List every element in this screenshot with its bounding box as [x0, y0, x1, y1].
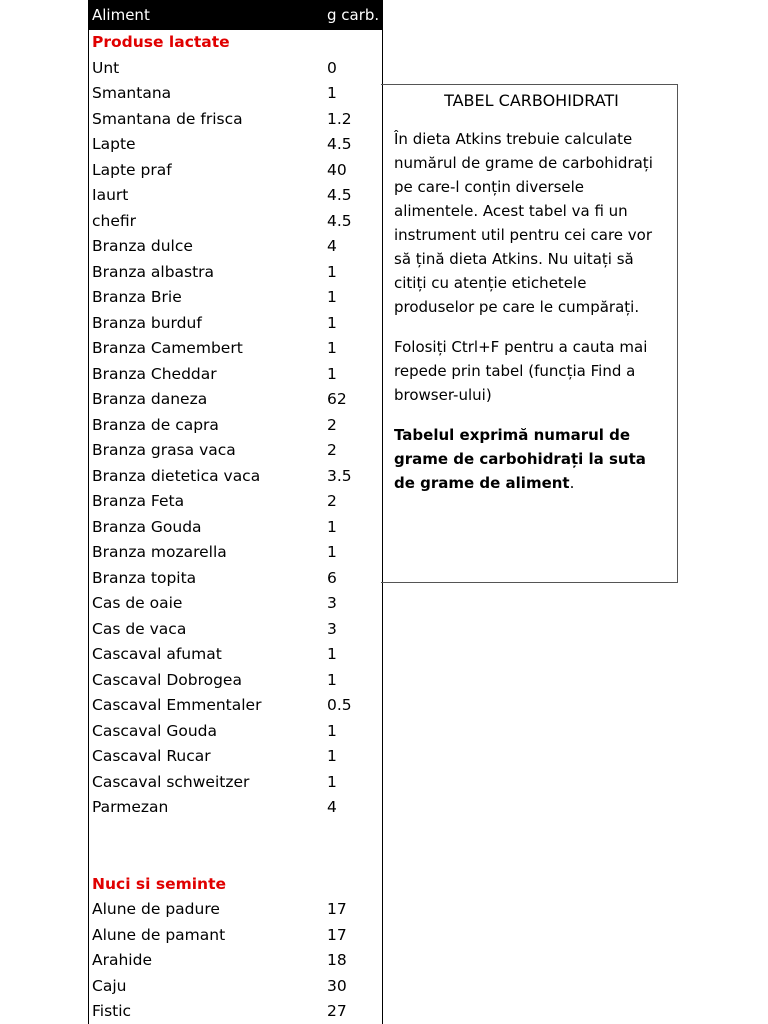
table-row	[89, 897, 382, 923]
carb-value: 4.5	[327, 211, 352, 230]
food-name: Smantana de frisca	[92, 109, 243, 128]
food-name: Lapte praf	[92, 160, 172, 179]
table-header	[89, 0, 382, 30]
carb-value: 18	[327, 951, 347, 969]
table-row	[89, 183, 382, 209]
table-row	[89, 999, 382, 1024]
food-name: chefir	[92, 211, 137, 230]
table-row	[89, 540, 382, 566]
food-name: Lapte	[92, 135, 136, 153]
table-row	[89, 668, 382, 694]
table-row	[89, 387, 382, 413]
carb-value: 1	[327, 364, 337, 383]
carb-value: 62	[327, 390, 347, 408]
table-row	[89, 81, 382, 107]
table-row	[89, 413, 382, 439]
food-name: Alune de padure	[92, 900, 220, 918]
info-box	[381, 84, 678, 583]
table-row	[89, 438, 382, 464]
table-row	[89, 107, 382, 133]
food-name: Branza dietetica vaca	[92, 466, 261, 485]
section-title: Nuci si seminte	[92, 874, 226, 893]
carb-value: 1	[327, 288, 337, 306]
info-paragraph-intro: În dieta Atkins trebuie calculate numărul de grame de carbohidrați pe care-l conțin diversele alimentele. Acest tabel va fi un instrument util pentru cei care vor să țină dieta Atkins. Nu uitați să citiți cu atenție etichetele produselor pe care le cumpărați.	[394, 130, 653, 316]
table-row	[89, 948, 382, 974]
food-name: Alune de pamant	[92, 925, 226, 944]
food-name: Branza Cheddar	[92, 364, 217, 383]
food-name: Cascaval Rucar	[92, 747, 211, 765]
carb-value: 3.5	[327, 466, 352, 485]
carb-value: 1	[327, 645, 337, 663]
header-aliment: Aliment	[92, 6, 150, 24]
carb-value: 1	[327, 339, 337, 357]
food-name: Arahide	[92, 951, 152, 969]
info-paragraph-search: Folosiți Ctrl+F pentru a cauta mai repede prin tabel (funcția Find a browser-ului)	[394, 338, 648, 404]
food-name: Caju	[92, 976, 127, 995]
table-row	[89, 285, 382, 311]
table-row	[89, 464, 382, 490]
food-name: Parmezan	[92, 798, 169, 816]
food-name: Branza burduf	[92, 313, 202, 332]
carb-value: 1	[327, 543, 337, 561]
carb-value: 1	[327, 517, 337, 536]
table-row	[89, 489, 382, 515]
carb-value: 6	[327, 568, 337, 587]
table-row	[89, 336, 382, 362]
carb-value: 1	[327, 670, 337, 689]
table-row	[89, 311, 382, 337]
carb-value: 1.2	[327, 109, 352, 128]
table-row	[89, 158, 382, 184]
table-row	[89, 770, 382, 796]
table-row	[89, 362, 382, 388]
table-row	[89, 260, 382, 286]
food-name: Cascaval schweitzer	[92, 772, 250, 791]
carb-value: 1	[327, 262, 337, 281]
carb-value: 3	[327, 619, 337, 638]
table-row	[89, 591, 382, 617]
table-row	[89, 617, 382, 643]
food-name: Cascaval Emmentaler	[92, 696, 262, 714]
carb-value: 1	[327, 84, 337, 102]
carb-table	[88, 0, 383, 1024]
food-name: Branza Brie	[92, 288, 182, 306]
food-name: Branza de capra	[92, 415, 219, 434]
food-name: Branza albastra	[92, 262, 215, 281]
food-name: Unt	[92, 58, 120, 77]
carb-value: 4	[327, 237, 337, 255]
food-name: Branza Gouda	[92, 517, 202, 536]
carb-value: 17	[327, 900, 347, 918]
food-name: Fistic	[92, 1002, 132, 1020]
table-row	[89, 209, 382, 235]
food-name: Iaurt	[92, 186, 129, 204]
header-carbs: g carb.	[327, 6, 380, 24]
table-row	[89, 56, 382, 82]
carb-value: 0	[327, 58, 337, 77]
food-name: Cascaval Dobrogea	[92, 670, 242, 689]
food-name: Branza dulce	[92, 237, 193, 255]
table-row	[89, 923, 382, 949]
carb-value: 4.5	[327, 135, 352, 153]
info-note-text: Tabelul exprimă numarul de grame de carbohidrați la suta de grame de aliment	[394, 426, 646, 492]
carb-value: 3	[327, 594, 337, 612]
carb-value: 4	[327, 798, 337, 816]
section-title: Produse lactate	[92, 33, 230, 51]
table-row	[89, 744, 382, 770]
info-note-period: .	[569, 474, 575, 492]
table-row	[89, 719, 382, 745]
food-name: Branza Camembert	[92, 339, 243, 357]
info-paragraph-note	[394, 423, 669, 495]
table-row	[89, 566, 382, 592]
table-row	[89, 795, 382, 821]
carb-value: 40	[327, 160, 347, 179]
food-name: Branza mozarella	[92, 543, 227, 561]
food-name: Smantana	[92, 84, 172, 102]
table-row	[89, 132, 382, 158]
carb-value: 2	[327, 492, 337, 510]
table-row	[89, 974, 382, 1000]
carb-value: 2	[327, 415, 337, 434]
carb-value: 4.5	[327, 186, 352, 204]
food-name: Cas de oaie	[92, 594, 183, 612]
food-name: Cascaval afumat	[92, 645, 222, 663]
food-name: Cascaval Gouda	[92, 721, 217, 740]
table-row	[89, 515, 382, 541]
carb-value: 1	[327, 721, 337, 740]
carb-value: 17	[327, 925, 347, 944]
table-row	[89, 642, 382, 668]
carb-value: 2	[327, 441, 337, 459]
carb-value: 1	[327, 772, 337, 791]
carb-value: 27	[327, 1002, 347, 1020]
food-name: Branza grasa vaca	[92, 441, 236, 459]
table-row	[89, 693, 382, 719]
info-title: TABEL CARBOHIDRATI	[444, 91, 619, 110]
carb-value: 1	[327, 747, 337, 765]
carb-value: 1	[327, 313, 337, 332]
food-name: Branza Feta	[92, 492, 185, 510]
food-name: Branza topita	[92, 568, 197, 587]
carb-value: 0.5	[327, 696, 352, 714]
carb-value: 30	[327, 976, 347, 995]
table-row	[89, 234, 382, 260]
food-name: Cas de vaca	[92, 619, 187, 638]
food-name: Branza daneza	[92, 390, 208, 408]
